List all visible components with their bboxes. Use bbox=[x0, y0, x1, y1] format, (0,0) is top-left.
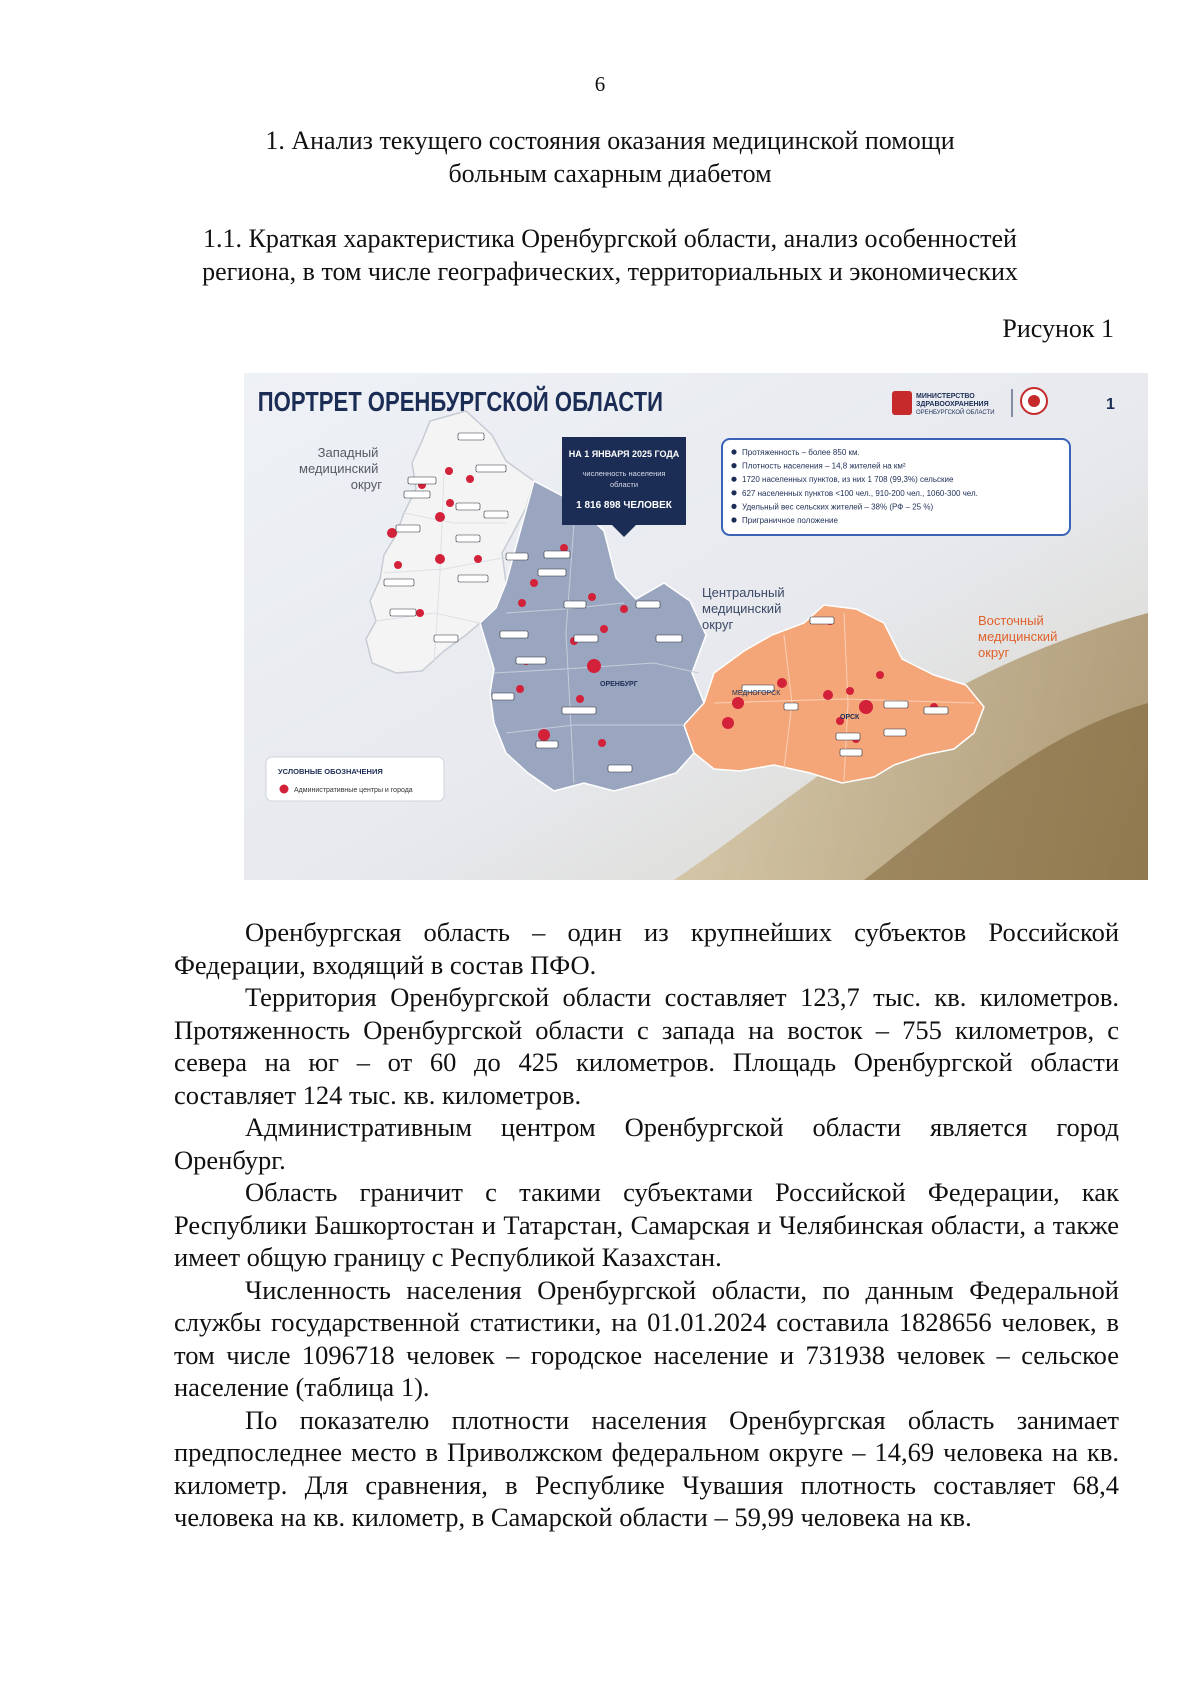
city-label-chip bbox=[562, 707, 596, 714]
city-label-chip bbox=[456, 503, 480, 510]
fact-bullet bbox=[731, 477, 736, 482]
city-label-chip bbox=[536, 741, 558, 748]
city-marker bbox=[394, 561, 402, 569]
city-marker bbox=[598, 739, 606, 747]
city-label-chip bbox=[434, 635, 458, 642]
fact-bullet bbox=[731, 517, 736, 522]
fact-bullet bbox=[731, 463, 736, 468]
city-label-chip bbox=[408, 477, 436, 484]
city-marker bbox=[466, 475, 474, 483]
section-title bbox=[160, 124, 1060, 190]
fact-item: Протяженность – более 850 км. bbox=[742, 448, 860, 457]
figure-title: ПОРТРЕТ ОРЕНБУРГСКОЙ ОБЛАСТИ bbox=[257, 386, 664, 418]
city-marker bbox=[446, 499, 454, 507]
mednogorsk-label: МЕДНОГОРСК bbox=[732, 690, 781, 697]
city-marker bbox=[859, 700, 873, 714]
city-marker bbox=[732, 697, 744, 709]
city-label-chip bbox=[636, 601, 660, 608]
legend-item: Административные центры и города bbox=[294, 787, 413, 794]
legend-dot bbox=[280, 785, 289, 794]
city-label-chip bbox=[484, 511, 508, 518]
ministry-line-2: ЗДРАВООХРАНЕНИЯ bbox=[916, 401, 989, 408]
anniversary-emblem-core bbox=[1028, 395, 1040, 407]
fact-bullet bbox=[731, 490, 736, 495]
population-date: НА 1 ЯНВАРЯ 2025 ГОДА bbox=[568, 449, 680, 459]
city-marker bbox=[538, 729, 550, 741]
paragraph-4: Область граничит с такими субъектами Российской Федерации, как Республики Башкортостан и Татарстан, Самарская и Челябинская области, а также имеет общую границу с Республикой Казахстан. bbox=[174, 1177, 1119, 1272]
city-label-chip bbox=[574, 635, 598, 642]
east-district-line-1: Восточный bbox=[978, 613, 1044, 628]
fact-item: Удельный вес сельских жителей – 38% (РФ – 25 %) bbox=[742, 502, 934, 512]
fact-item: 1720 населенных пунктов, из них 1 708 (99,3%) сельские bbox=[742, 475, 954, 485]
ministry-line-3: ОРЕНБУРГСКОЙ ОБЛАСТИ bbox=[916, 410, 995, 416]
east-district-line-2: медицинский bbox=[978, 629, 1058, 644]
facts-box bbox=[722, 439, 1070, 535]
city-label-chip bbox=[458, 433, 484, 440]
section-title-line-2: больным сахарным диабетом bbox=[448, 159, 772, 188]
city-label-chip bbox=[458, 575, 488, 582]
population-caption-2: области bbox=[609, 480, 639, 489]
figure-label: Рисунок 1 bbox=[1002, 314, 1114, 343]
central-district-line-1: Центральный bbox=[702, 585, 785, 600]
city-label-chip bbox=[884, 701, 908, 708]
paragraph-6: По показателю плотности населения Оренбургская область занимает предпоследнее место в Приволжском федеральном округе – 14,69 человека на кв. километр. Для сравнения, в Республике Чувашия плотность составляет 68,4 человека на кв. километр, в Самарской области – 59,99 человека на кв. bbox=[174, 1404, 1119, 1532]
legend-frame bbox=[266, 757, 444, 801]
ministry-emblem bbox=[892, 391, 912, 415]
city-label-chip bbox=[608, 765, 632, 772]
fact-item: Плотность населения – 14,8 жителей на км² bbox=[742, 461, 906, 471]
fact-bullet bbox=[731, 449, 736, 454]
city-marker bbox=[530, 579, 538, 587]
legend-title: УСЛОВНЫЕ ОБОЗНАЧЕНИЯ bbox=[278, 767, 383, 776]
region-map-svg bbox=[244, 373, 1148, 880]
city-label-chip bbox=[884, 729, 906, 736]
city-label-chip bbox=[810, 617, 834, 624]
map-legend bbox=[266, 757, 444, 801]
west-district-line-3: округ bbox=[350, 477, 382, 492]
city-marker bbox=[777, 678, 787, 688]
city-marker bbox=[620, 605, 628, 613]
city-marker bbox=[588, 593, 596, 601]
population-value: 1 816 898 ЧЕЛОВЕК bbox=[576, 500, 672, 511]
city-label-chip bbox=[506, 553, 528, 560]
city-marker bbox=[722, 717, 734, 729]
orsk-label: ОРСК bbox=[840, 714, 860, 721]
fact-bullet bbox=[731, 504, 736, 509]
east-district-line-3: округ bbox=[978, 645, 1010, 660]
city-marker bbox=[445, 467, 453, 475]
city-marker bbox=[587, 659, 601, 673]
city-label-chip bbox=[564, 601, 586, 608]
city-label-chip bbox=[500, 631, 528, 638]
paragraph-2: Территория Оренбургской области составляет 123,7 тыс. кв. километров. Протяженность Оренбургской области с запада на восток – 755 километров, с севера на юг – от 60 до 425 километров. Площадь Оренбургской области составляет 124 тыс. кв. километров. bbox=[174, 982, 1119, 1110]
city-marker bbox=[387, 528, 397, 538]
city-label-chip bbox=[384, 579, 414, 586]
city-label-chip bbox=[476, 465, 506, 472]
page-number: 6 bbox=[594, 72, 606, 96]
city-marker bbox=[416, 609, 424, 617]
slide-number: 1 bbox=[1106, 396, 1115, 413]
central-district-line-2: медицинский bbox=[702, 601, 782, 616]
city-label-chip bbox=[516, 657, 546, 664]
city-marker bbox=[435, 512, 445, 522]
paragraph-3: Административным центром Оренбургской области является город Оренбург. bbox=[174, 1112, 1119, 1175]
city-label-chip bbox=[840, 749, 862, 756]
ministry-line-1: МИНИСТЕРСТВО bbox=[916, 393, 975, 400]
body-text bbox=[174, 916, 1119, 1534]
central-district-line-3: округ bbox=[702, 617, 734, 632]
city-label-chip bbox=[656, 635, 682, 642]
region-map-figure bbox=[244, 373, 1148, 880]
city-marker bbox=[516, 685, 524, 693]
subsection-title bbox=[160, 222, 1060, 288]
city-marker bbox=[600, 625, 608, 633]
city-marker bbox=[846, 687, 854, 695]
city-marker bbox=[474, 555, 482, 563]
city-marker bbox=[435, 554, 445, 564]
city-label-chip bbox=[396, 525, 420, 532]
city-label-chip bbox=[390, 609, 416, 616]
fact-item: 627 населенных пунктов <100 чел., 910-200 чел., 1060-300 чел. bbox=[742, 488, 978, 498]
population-callout bbox=[562, 437, 686, 537]
city-label-chip bbox=[456, 535, 480, 542]
population-caption-1: численность населения bbox=[582, 469, 666, 478]
paragraph-5: Численность населения Оренбургской области, по данным Федеральной службы государственной статистики, на 01.01.2024 составила 1828656 человек, в том числе 1096718 человек – городское население и 731938 человек – сельское население (таблица 1). bbox=[174, 1274, 1119, 1402]
subsection-title-line-1: 1.1. Краткая характеристика Оренбургской области, анализ особенностей bbox=[203, 224, 1017, 253]
west-district-line-2: медицинский bbox=[299, 461, 379, 476]
section-title-line-1: 1. Анализ текущего состояния оказания медицинской помощи bbox=[265, 126, 955, 155]
city-label-chip bbox=[924, 707, 948, 714]
city-label-chip bbox=[544, 551, 570, 558]
city-label-chip bbox=[404, 491, 430, 498]
city-label-chip bbox=[784, 703, 798, 710]
city-label-chip bbox=[836, 733, 860, 740]
city-marker bbox=[876, 671, 884, 679]
city-marker bbox=[823, 690, 833, 700]
paragraph-1: Оренбургская область – один из крупнейших субъектов Российской Федерации, входящий в состав ПФО. bbox=[174, 917, 1119, 980]
city-marker bbox=[576, 695, 584, 703]
city-label-chip bbox=[538, 569, 566, 576]
orenburg-label: ОРЕНБУРГ bbox=[600, 681, 638, 688]
subsection-title-line-2: региона, в том числе географических, территориальных и экономических bbox=[202, 257, 1018, 286]
city-label-chip bbox=[492, 693, 514, 700]
west-district-line-1: Западный bbox=[317, 445, 379, 460]
city-marker bbox=[518, 599, 526, 607]
fact-item: Приграничное положение bbox=[742, 516, 838, 525]
